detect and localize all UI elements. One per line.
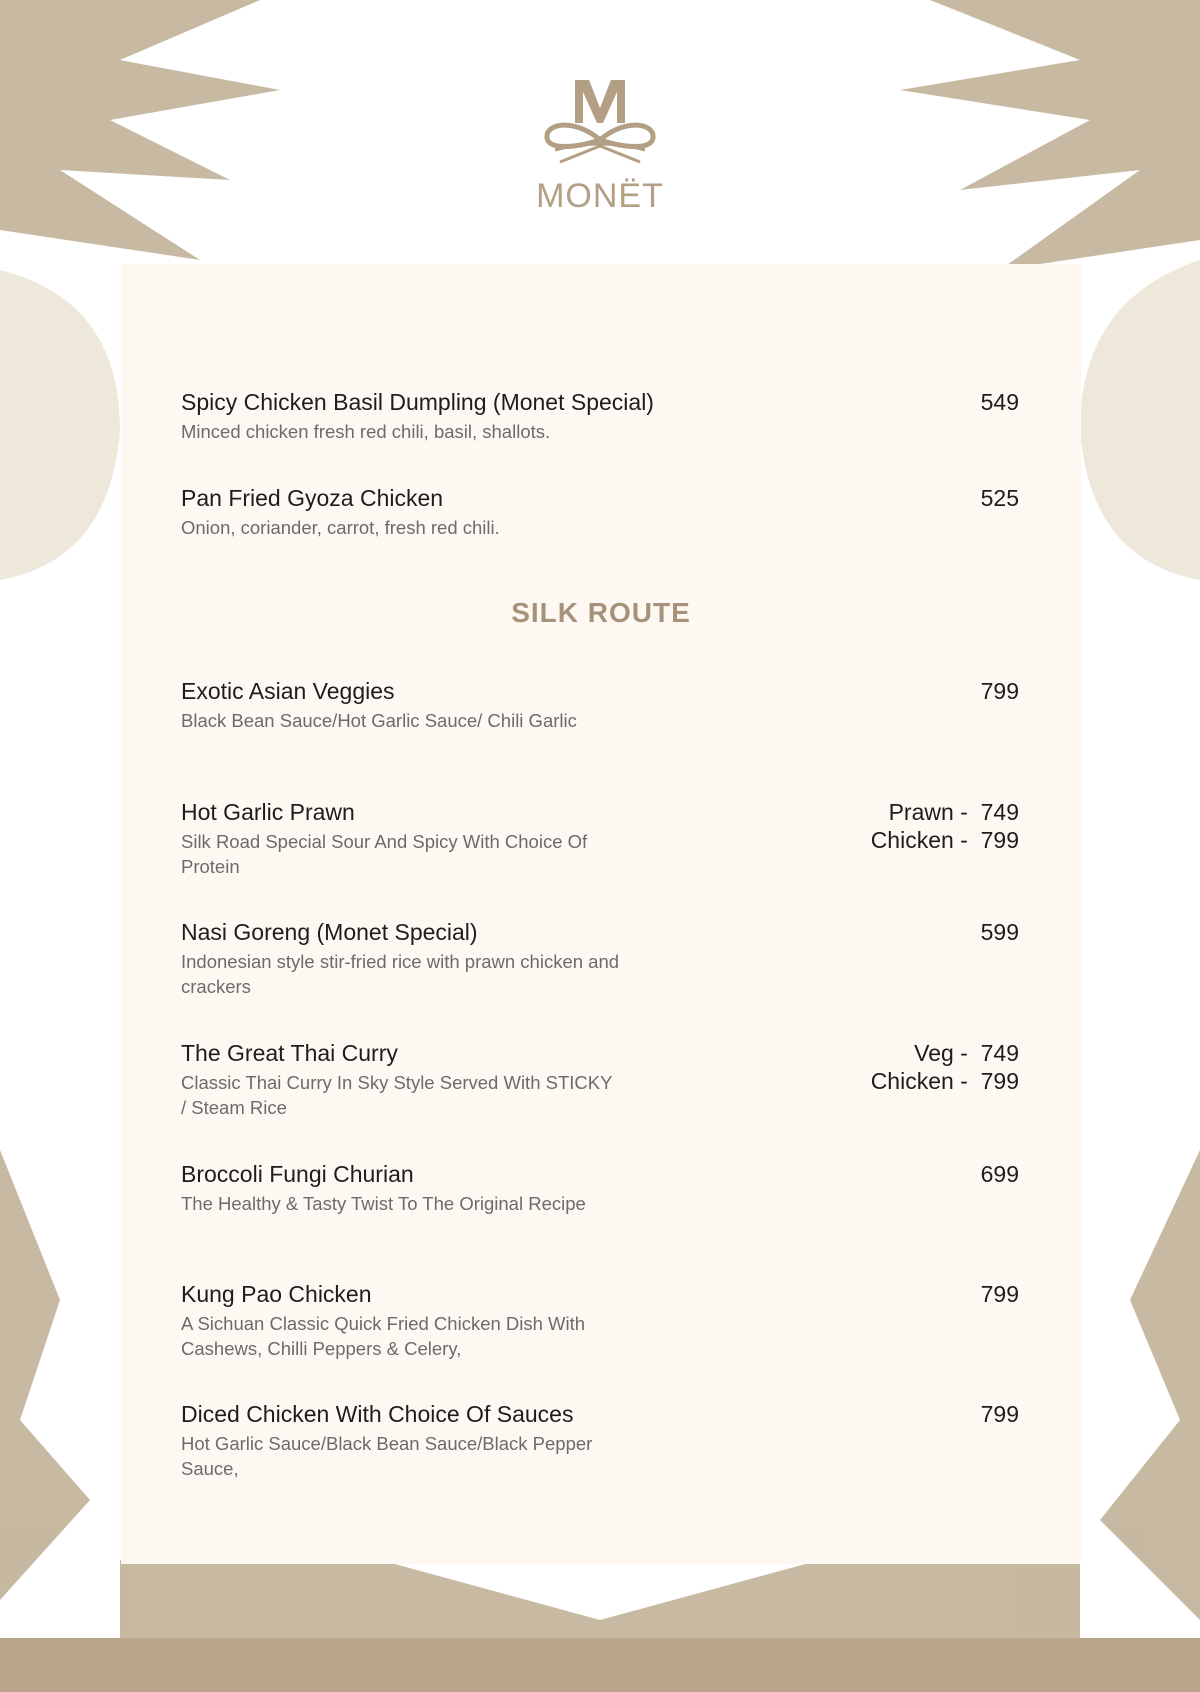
item-description: Hot Garlic Sauce/Black Bean Sauce/Black Pepper Sauce, <box>181 1433 593 1479</box>
menu-item <box>181 677 1019 733</box>
item-title: Diced Chicken With Choice Of Sauces <box>181 1401 574 1427</box>
item-price: 799 <box>980 1281 1019 1307</box>
menu-item <box>181 798 1019 879</box>
section-title: SILK ROUTE <box>511 597 691 628</box>
item-price: 699 <box>980 1161 1019 1187</box>
item-title: Kung Pao Chicken <box>181 1281 372 1307</box>
item-description: The Healthy & Tasty Twist To The Original Recipe <box>181 1193 586 1214</box>
item-price: Prawn - 749 Chicken - 799 <box>870 799 1019 853</box>
item-price: Veg - 749 Chicken - 799 <box>870 1040 1019 1094</box>
item-description: Indonesian style stir-fried rice with prawn chicken and crackers <box>181 951 620 997</box>
menu-item <box>181 388 1019 444</box>
item-description: Minced chicken fresh red chili, basil, shallots. <box>181 421 551 442</box>
item-title: The Great Thai Curry <box>181 1040 398 1066</box>
item-title: Nasi Goreng (Monet Special) <box>181 919 478 945</box>
menu-item <box>181 1280 1019 1361</box>
item-title: Exotic Asian Veggies <box>181 678 395 704</box>
monogram-m-icon <box>535 78 665 170</box>
item-title: Pan Fried Gyoza Chicken <box>181 485 444 511</box>
footer-band <box>0 1638 1200 1692</box>
item-description: Black Bean Sauce/Hot Garlic Sauce/ Chili Garlic <box>181 710 577 731</box>
item-price: 799 <box>980 678 1019 704</box>
menu-item <box>181 484 1019 540</box>
item-description: Onion, coriander, carrot, fresh red chili. <box>181 517 500 538</box>
item-price: 799 <box>980 1401 1019 1427</box>
menu-panel <box>121 264 1081 1564</box>
item-title: Broccoli Fungi Churian <box>181 1161 414 1187</box>
item-title: Hot Garlic Prawn <box>181 799 355 825</box>
item-description: A Sichuan Classic Quick Fried Chicken Dish With Cashews, Chilli Peppers & Celery, <box>181 1313 586 1359</box>
item-title: Spicy Chicken Basil Dumpling (Monet Special) <box>181 389 654 415</box>
menu-item <box>181 1039 1019 1120</box>
menu-item <box>181 918 1019 999</box>
item-price: 525 <box>980 485 1019 511</box>
item-price: 599 <box>980 919 1019 945</box>
menu-item <box>181 1400 1019 1481</box>
menu-item <box>181 1160 1019 1216</box>
brand-name: MONËT <box>536 177 664 215</box>
item-description: Silk Road Special Sour And Spicy With Choice Of Protein <box>181 831 588 877</box>
monet-logo <box>500 78 700 216</box>
item-description: Classic Thai Curry In Sky Style Served With STICKY / Steam Rice <box>181 1072 613 1118</box>
item-price: 549 <box>980 389 1019 415</box>
